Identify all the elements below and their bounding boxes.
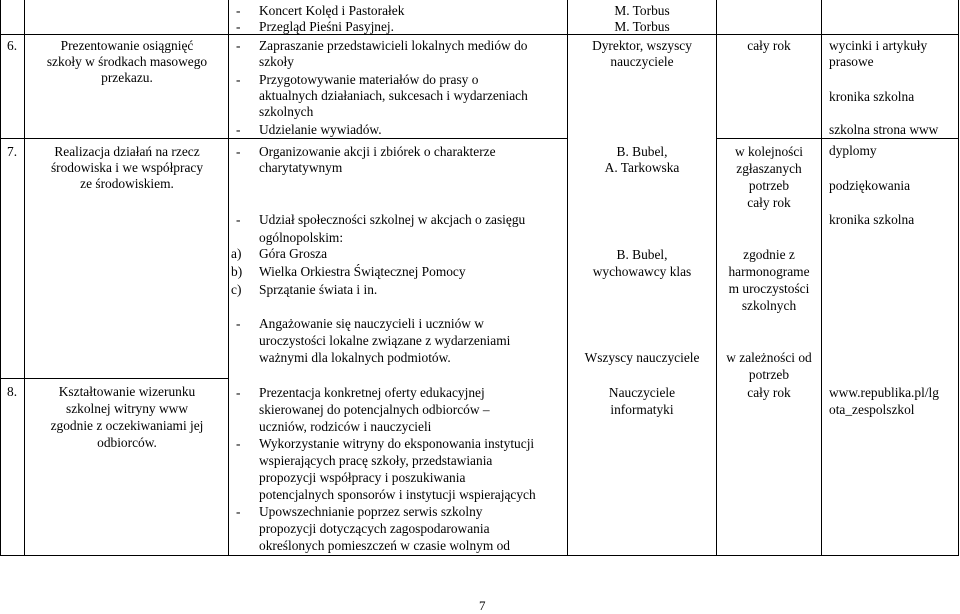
list-dash: - bbox=[236, 122, 241, 137]
task-text: Kształtowanie wizerunku bbox=[58, 384, 196, 399]
evidence-text: kronika szkolna bbox=[829, 89, 915, 104]
row-number: 8. bbox=[7, 384, 18, 399]
evidence-text: podziękowania bbox=[829, 178, 911, 193]
responsible-text: informatyki bbox=[610, 402, 674, 417]
table-border-right bbox=[958, 0, 959, 556]
action-text: Sprzątanie świata i in. bbox=[259, 282, 378, 297]
table-border-left bbox=[0, 0, 1, 556]
list-dash: - bbox=[236, 212, 241, 227]
evidence-text: wycinki i artykuły bbox=[829, 38, 928, 53]
task-text: przekazu. bbox=[101, 70, 153, 85]
list-dash: - bbox=[236, 38, 241, 53]
task-text: szkolnej witryny www bbox=[66, 401, 188, 416]
responsible-text: nauczyciele bbox=[610, 54, 674, 69]
action-text: Przegląd Pieśni Pasyjnej. bbox=[259, 19, 395, 34]
responsible-text: wychowawcy klas bbox=[592, 264, 692, 279]
action-text: Koncert Kolęd i Pastorałek bbox=[259, 3, 405, 18]
list-dash: - bbox=[236, 19, 241, 34]
row-divider-7 bbox=[0, 138, 567, 139]
action-text: Wielka Orkiestra Świątecznej Pomocy bbox=[259, 264, 466, 279]
row-divider-8 bbox=[0, 378, 228, 379]
responsible-text: Wszyscy nauczyciele bbox=[584, 350, 700, 365]
row-number: 7. bbox=[7, 144, 18, 159]
term-text: w zależności od bbox=[726, 350, 812, 365]
responsible-text: M. Torbus bbox=[614, 19, 670, 34]
term-text: w kolejności bbox=[734, 144, 804, 159]
action-text: uroczystości lokalne związane z wydarzeniami bbox=[259, 333, 511, 348]
column-divider-evidence bbox=[821, 0, 822, 556]
action-text: określonych pomieszczeń w czasie wolnym od bbox=[259, 538, 510, 553]
action-text: aktualnych działaniach, sukcesach i wydarzeniach bbox=[259, 88, 528, 103]
term-text: potrzeb bbox=[748, 367, 790, 382]
responsible-text: Dyrektor, wszyscy bbox=[592, 38, 692, 53]
term-text: potrzeb bbox=[748, 178, 790, 193]
list-dash: - bbox=[236, 385, 241, 400]
term-text: cały rok bbox=[747, 195, 791, 210]
task-text: Realizacja działań na rzecz bbox=[54, 144, 200, 159]
list-label: c) bbox=[231, 282, 242, 297]
task-text: odbiorców. bbox=[97, 435, 157, 450]
task-text: szkoły w środkach masowego bbox=[46, 54, 208, 69]
action-text: Udzielanie wywiadów. bbox=[259, 122, 382, 137]
action-text: charytatywnym bbox=[259, 160, 343, 175]
action-text: Góra Grosza bbox=[259, 246, 328, 261]
responsible-text: B. Bubel, bbox=[616, 247, 668, 262]
responsible-text: M. Torbus bbox=[614, 3, 670, 18]
action-text: Przygotowywanie materiałów do prasy o bbox=[259, 72, 479, 87]
page-number: 7 bbox=[479, 598, 486, 613]
table-border-bottom bbox=[0, 555, 959, 556]
term-text: m uroczystości bbox=[728, 281, 810, 296]
action-text: skierowanej do potencjalnych odbiorców – bbox=[259, 402, 490, 417]
row-divider-6 bbox=[0, 34, 959, 35]
row-divider-7-right bbox=[716, 138, 959, 139]
action-text: Zapraszanie przedstawicieli lokalnych mediów do bbox=[259, 38, 528, 53]
action-text: uczniów, rodziców i nauczycieli bbox=[259, 419, 432, 434]
list-dash: - bbox=[236, 316, 241, 331]
action-text: Wykorzystanie witryny do eksponowania instytucji bbox=[259, 436, 535, 451]
list-dash: - bbox=[236, 436, 241, 451]
row-number: 6. bbox=[7, 38, 18, 53]
list-dash: - bbox=[236, 504, 241, 519]
action-text: propozycji współpracy i poszukiwania bbox=[259, 470, 466, 485]
action-text: Udział społeczności szkolnej w akcjach o zasięgu bbox=[259, 212, 526, 227]
list-dash: - bbox=[236, 144, 241, 159]
evidence-text: prasowe bbox=[829, 54, 874, 69]
responsible-text: B. Bubel, bbox=[616, 144, 668, 159]
list-dash: - bbox=[236, 3, 241, 18]
action-text: wspierających pracę szkoły, przedstawiania bbox=[259, 453, 493, 468]
term-text: harmonograme bbox=[728, 264, 810, 279]
task-text: środowiska i we współpracy bbox=[50, 160, 204, 175]
term-text: zgłaszanych bbox=[736, 161, 802, 176]
evidence-text: dyplomy bbox=[829, 143, 877, 158]
term-text: szkolnych bbox=[741, 298, 797, 313]
action-text: Upowszechnianie poprzez serwis szkolny bbox=[259, 504, 483, 519]
task-text: ze środowiskiem. bbox=[80, 176, 174, 191]
term-text: cały rok bbox=[747, 38, 791, 53]
column-divider-actions bbox=[228, 0, 229, 556]
action-text: Prezentacja konkretnej oferty edukacyjnej bbox=[259, 385, 485, 400]
task-text: zgodnie z oczekiwaniami jej bbox=[50, 418, 204, 433]
action-text: ważnymi dla lokalnych podmiotów. bbox=[259, 350, 451, 365]
action-text: Angażowanie się nauczycieli i uczniów w bbox=[259, 316, 484, 331]
action-text: szkoły bbox=[259, 54, 294, 69]
column-divider-task bbox=[24, 0, 25, 556]
term-text: cały rok bbox=[747, 385, 791, 400]
evidence-text: ota_zespolszkol bbox=[829, 402, 915, 417]
action-text: Organizowanie akcji i zbiórek o charakterze bbox=[259, 144, 496, 159]
evidence-text: kronika szkolna bbox=[829, 212, 915, 227]
responsible-text: Nauczyciele bbox=[608, 385, 676, 400]
evidence-text: szkolna strona www bbox=[829, 122, 939, 137]
action-text: potencjalnych sponsorów i instytucji wspierających bbox=[259, 487, 536, 502]
action-text: ogólnopolskim: bbox=[259, 230, 344, 245]
term-text: zgodnie z bbox=[743, 247, 795, 262]
action-text: szkolnych bbox=[259, 104, 314, 119]
evidence-text: www.republika.pl/lg bbox=[829, 385, 939, 400]
list-label: b) bbox=[231, 264, 243, 279]
responsible-text: A. Tarkowska bbox=[604, 160, 680, 175]
action-text: propozycji dotyczących zagospodarowania bbox=[259, 521, 490, 536]
list-label: a) bbox=[231, 246, 242, 261]
task-text: Prezentowanie osiągnięć bbox=[60, 38, 194, 53]
list-dash: - bbox=[236, 72, 241, 87]
